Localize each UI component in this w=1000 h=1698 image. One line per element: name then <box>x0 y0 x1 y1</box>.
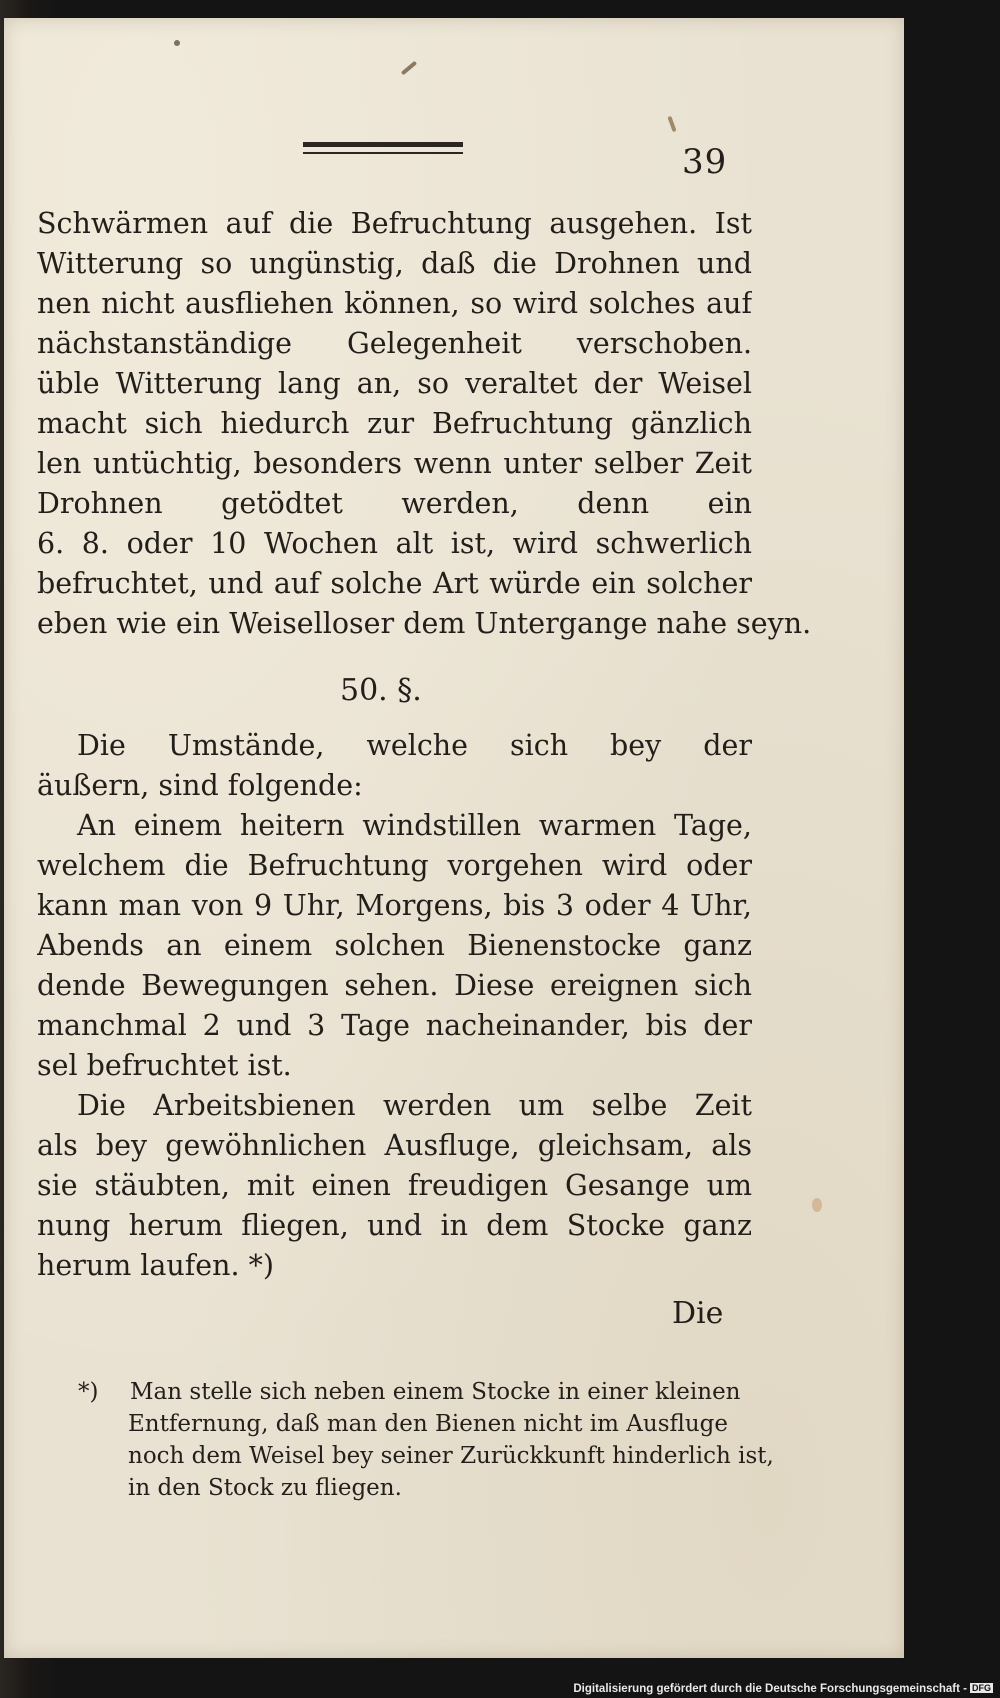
footnote-marker: *) <box>78 1379 99 1405</box>
text-line: nächstanständige Gelegenheit verschoben. <box>37 327 752 360</box>
text-line: Witterung so ungünstig, daß die Drohnen und <box>37 247 752 280</box>
text-line: Schwärmen auf die Befruchtung ausgehen. Ist <box>37 207 752 240</box>
text-line: An einem heitern windstillen warmen Tage, <box>77 809 752 842</box>
footnote-line: in den Stock zu fliegen. <box>128 1475 402 1501</box>
header-rule-thin <box>303 152 463 154</box>
paper-speck <box>812 1198 822 1212</box>
text-line: Drohnen getödtet werden, denn ein <box>37 487 752 520</box>
paper-speck <box>174 40 180 46</box>
text-line: nen nicht ausfliehen können, so wird solches auf <box>37 287 752 320</box>
header-rule <box>303 142 463 156</box>
text-line: herum laufen. *) <box>37 1249 275 1282</box>
text-line: sie stäubten, mit einen freudigen Gesange um <box>37 1169 752 1202</box>
text-line: Die Arbeitsbienen werden um selbe Zeit <box>77 1089 752 1122</box>
text-line: len untüchtig, besonders wenn unter selber Zeit <box>37 447 752 480</box>
text-line: kann man von 9 Uhr, Morgens, bis 3 oder 4 Uhr, <box>37 889 752 922</box>
paper-speck <box>401 61 417 76</box>
header-rule-thick <box>303 142 463 147</box>
footnote-line: Man stelle sich neben einem Stocke in einer kleinen <box>130 1379 741 1405</box>
text-line: eben wie ein Weiselloser dem Untergange nahe seyn. <box>37 607 812 640</box>
dfg-logo: DFG <box>972 1683 991 1693</box>
text-line: äußern, sind folgende: <box>37 769 363 802</box>
paragraph-2 <box>37 726 752 1286</box>
text-line: als bey gewöhnlichen Ausfluge, gleichsam, als <box>37 1129 752 1162</box>
text-line: Abends an einem solchen Bienenstocke ganz <box>37 929 752 962</box>
text-line: nung herum fliegen, und in dem Stocke ganz <box>37 1209 752 1242</box>
text-line: sel befruchtet ist. <box>37 1049 292 1082</box>
paper-speck <box>667 116 676 132</box>
footnote-line: noch dem Weisel bey seiner Zurückkunft hinderlich ist, <box>128 1443 774 1469</box>
page-number: 39 <box>682 142 728 182</box>
section-heading: 50. §. <box>340 673 422 708</box>
digitization-credit <box>570 1682 996 1696</box>
paragraph-1 <box>37 204 812 644</box>
text-line: macht sich hiedurch zur Befruchtung gänzlich <box>37 407 752 440</box>
footnote <box>78 1376 774 1504</box>
credit-text: Digitalisierung gefördert durch die Deutsche Forschungsgemeinschaft - <box>573 1683 967 1695</box>
text-line: 6. 8. oder 10 Wochen alt ist, wird schwerlich <box>37 527 752 560</box>
catchword: Die <box>672 1296 724 1331</box>
text-line: befruchtet, und auf solche Art würde ein solcher <box>37 567 752 600</box>
footnote-line: Entfernung, daß man den Bienen nicht im Ausfluge <box>128 1411 728 1437</box>
text-line: welchem die Befruchtung vorgehen wird oder <box>37 849 752 882</box>
text-line: Die Umstände, welche sich bey der <box>77 729 752 762</box>
text-line: dende Bewegungen sehen. Diese ereignen sich <box>37 969 752 1002</box>
text-line: manchmal 2 und 3 Tage nacheinander, bis der <box>37 1009 752 1042</box>
text-line: üble Witterung lang an, so veraltet der Weisel <box>37 367 752 400</box>
